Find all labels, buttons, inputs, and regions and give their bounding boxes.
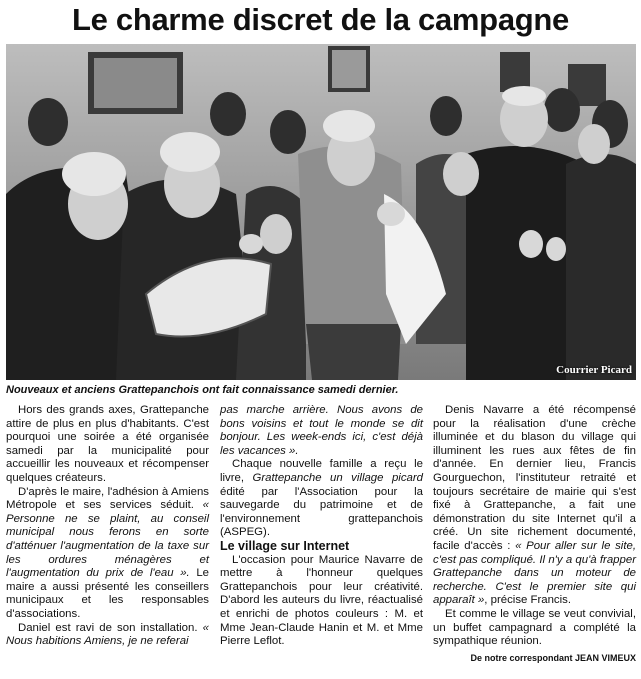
book-title: Grattepanche un village picard xyxy=(252,471,423,484)
paragraph: Daniel est ravi de son installation. « Nous habitions Amiens, je ne referai xyxy=(6,621,209,648)
subheading: Le village sur Internet xyxy=(220,538,350,553)
wall-painting xyxy=(500,52,530,92)
author-signature: De notre correspondant JEAN VIMEUX xyxy=(470,652,636,663)
paragraph: Et comme le village se veut convivial, un buffet campagnard a complété la sympathique réunion. xyxy=(433,607,636,648)
paragraph: L'occasion pour Maurice Navarre de mettre à l'honneur quelques Grattepanchois pour leur créativité. D'abord les auteurs du livre, réactualisé et enrichi de photos couleurs : M. et Mme Jean-Claude Hanin et M. et Mme Pierre Leflot. xyxy=(220,553,423,648)
article-column-1 xyxy=(6,404,209,649)
article-column-2 xyxy=(220,404,423,649)
quote: « Pour aller sur le site, c'est pas compliqué. Il n'y a qu'à frapper Grattepanche dans un moteur de recherche. C'est le premier site qui apparaît » xyxy=(433,539,636,607)
photo-illustration xyxy=(6,44,636,380)
quote: pas marche arrière. Nous avons de bons voisins et tout le monde se dit bonjour. Les week-ends ici, c'est déjà les vacances ». xyxy=(220,404,423,457)
headline: Le charme discret de la campagne xyxy=(72,2,569,37)
paragraph: Hors des grands axes, Grattepanche attire de plus en plus d'habitants. C'est pourquoi une soirée a été organisée samedi par la municipalité pour accueillir les nouveaux et récompenser quelques créateurs. xyxy=(6,404,209,484)
paragraph: Chaque nouvelle famille a reçu le livre, Grattepanche un village picard édité par l'Association pour la sauvegarde du patrimoine et de l'environnement grattepanchois (ASPEG). xyxy=(220,458,423,539)
paragraph: Denis Navarre a été récompensé pour la réalisation d'une crèche illuminée et du blason du village qui illuminent les rues aux fêtes de fin d'année. En dernier lieu, Francis Gourguechon, l'instituteur retraité et toujours secrétaire de mairie qui s'est fixé à Grattepanche, a fait une démonstration du site Internet qu'il a créé. Un site richement documenté, facile d'accès : « Pour aller sur le site, c'est pas compliqué. Il n'y a qu'à frapper Grattepanche dans un moteur de recherche. C'est le premier site qui apparaît », précise Francis. xyxy=(433,404,636,607)
quote: « Personne ne se plaint, au conseil municipal nous ferons en sorte d'atténuer l'augmentation de la taxe sur les ordures ménagères et l'augmentation du prix de l'eau ». xyxy=(6,499,209,580)
article-photo xyxy=(6,44,636,380)
quote: « Nous habitions Amiens, je ne referai xyxy=(6,621,209,648)
article-column-3 xyxy=(433,404,636,665)
photo-caption: Nouveaux et anciens Grattepanchois ont fait connaissance samedi dernier. xyxy=(6,384,399,396)
paragraph: D'après le maire, l'adhésion à Amiens Métropole et ses services séduit. « Personne ne se plaint, au conseil municipal nous ferons en sorte d'atténuer l'augmentation de la taxe sur les ordures ménagères et l'augmentation du prix de l'eau ». Le maire a aussi présenté les conseillers municipaux et les responsables d'associations. xyxy=(6,485,209,620)
photo-credit: Courrier Picard xyxy=(556,364,632,376)
